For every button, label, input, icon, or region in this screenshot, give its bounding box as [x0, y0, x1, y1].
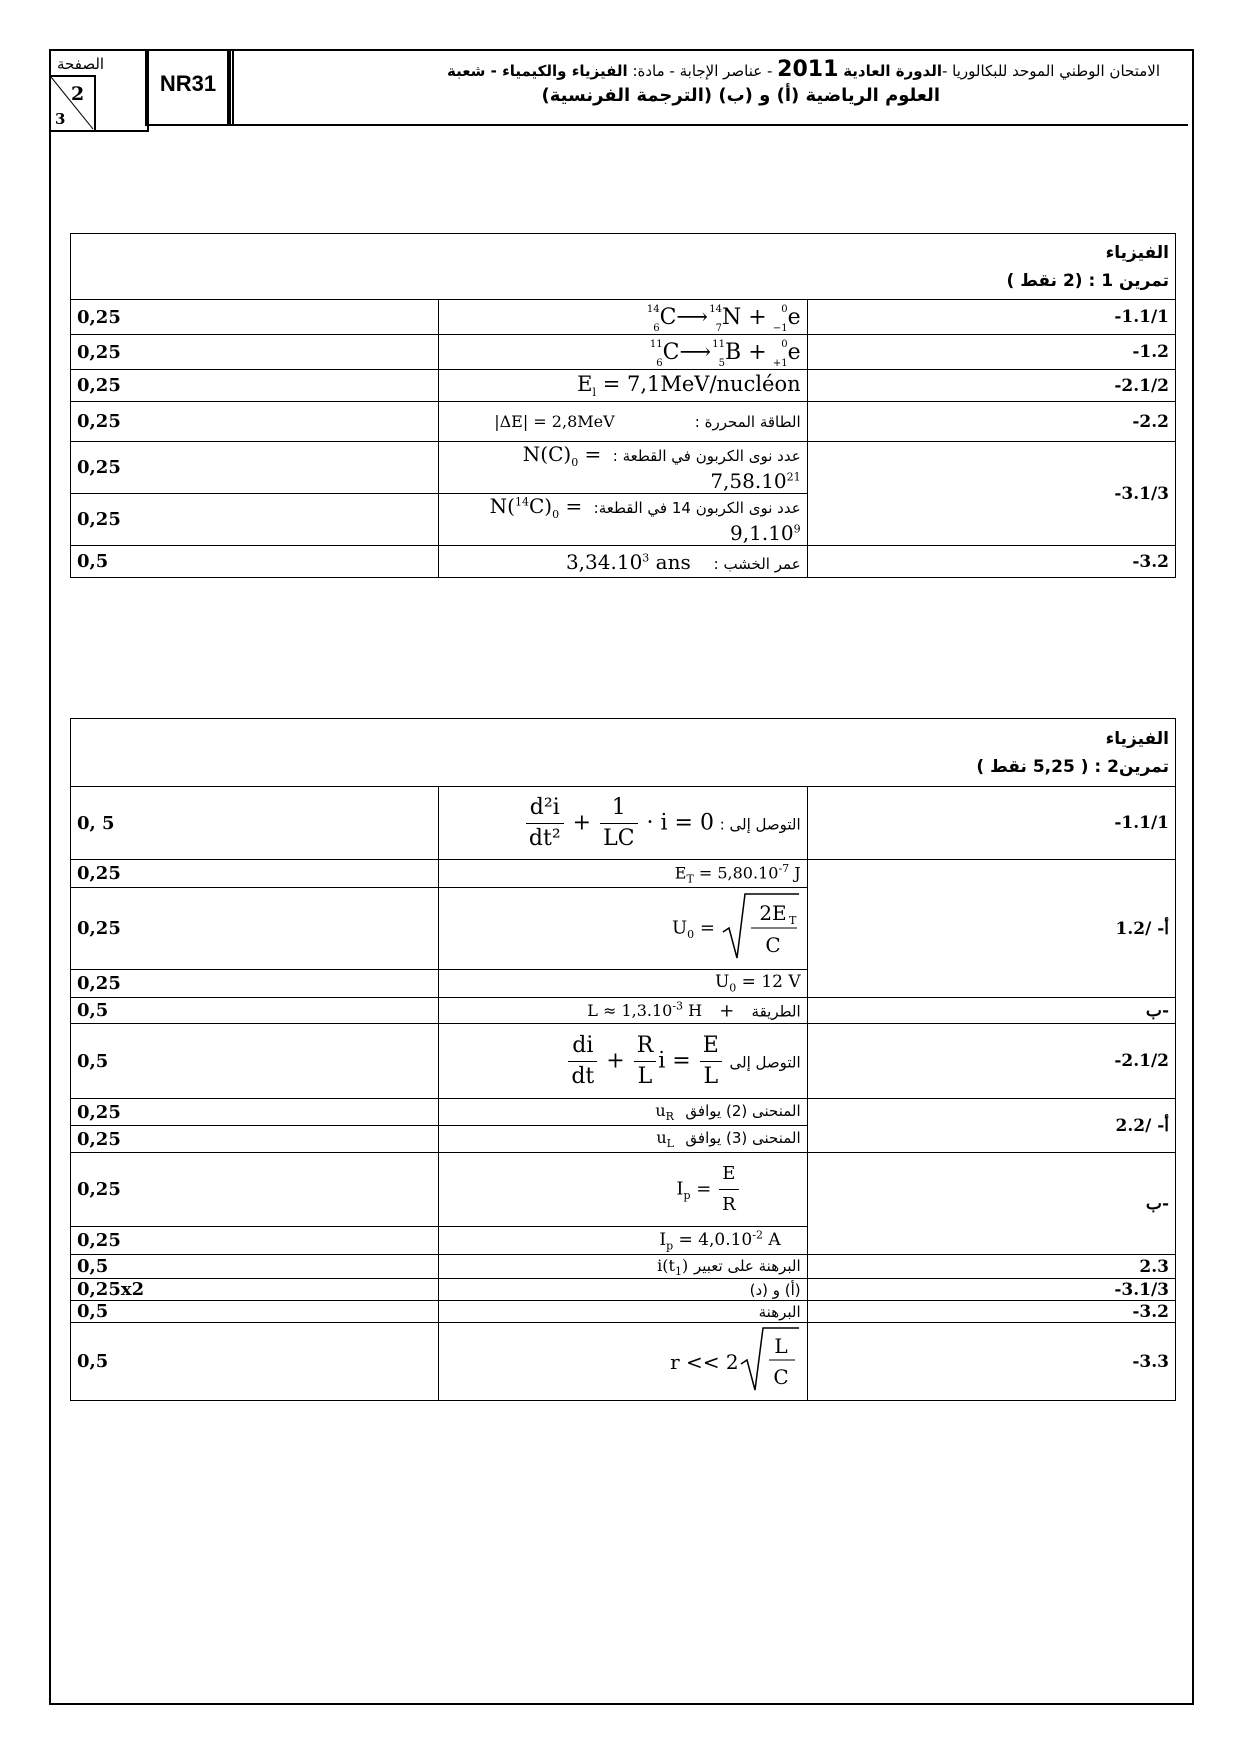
- svg-text:L: L: [774, 1334, 788, 1359]
- equation-c11-decay: 11 6 C⟶ 11 5 B + 0 +1 e: [439, 335, 807, 370]
- table-row: 0,25 المنحنى (2) يوافق $u_R$ أ- /2.2: [71, 1099, 1176, 1126]
- table-row: 0,25 $I_p = 4,0.10^{-2}$ A: [71, 1227, 1176, 1255]
- page-label: الصفحة: [57, 55, 105, 73]
- exercise-2-table: [70, 718, 1176, 1401]
- table-row: 0,25 11 6 C⟶ 11 5 B + 0 +1 e -1.2: [71, 335, 1176, 370]
- svg-text:C: C: [765, 933, 781, 957]
- svg-text:2E: 2E: [758, 901, 787, 925]
- table-row: 0,25 عدد نوى الكربون في القطعة : $N(C)_0 = 7,58.10^{21}$ -3.1/3: [71, 442, 1176, 494]
- exam-title-line2: العلوم الرياضية (أ) و (ب) (الترجمة الفرنسية): [541, 85, 940, 106]
- rl-differential-equation: $\frac{di}{dt}$ + $\frac{R}{L}$ i = $\frac{E}{L}$: [566, 1031, 723, 1092]
- binding-energy-per-nucleon: $E_l$ = 7,1MeV/nucléon: [439, 370, 807, 402]
- lc-differential-equation: $\frac{\text{d²i}}{\text{dt²}}$ + $\frac{1}{LC}$ · i = 0: [524, 793, 714, 854]
- svg-text:T: T: [788, 914, 796, 927]
- table-row: 0,25 14 6 C⟶ 14 7 N + 0 −1 e -1.1/1: [71, 300, 1176, 335]
- table-row: 0,25 $E_T = 5,80.10^{-7}$ J أ- /1.2: [71, 860, 1176, 888]
- table-row: 0,25 الطاقة المحررة : |ΔE| = 2,8MeV -2.2: [71, 402, 1176, 442]
- table-row: 0,5 البرهنة -3.2: [71, 1301, 1176, 1323]
- table-row: 0,25 عدد نوى الكربون 14 في القطعة: $N(^{14}C)_0 = 9,1.10^9$: [71, 494, 1176, 546]
- exam-code: NR31: [159, 71, 217, 96]
- exercise-2-heading: الفيزياء تمرين2 : ( 5,25 نقط ): [71, 719, 1176, 787]
- table-row: 0,5 الطريقة + $L \approx 1,3.10^{-3}$ H ب-: [71, 998, 1176, 1024]
- exam-title-line1: الامتحان الوطني الموحد للبكالوريا -الدورة العادية 2011 - عناصر الإجابة - مادة: الفيزياء والكيمياء - شعبة: [446, 57, 1160, 82]
- ip-formula: $I_p$ = $\frac{E}{R}$: [439, 1153, 807, 1227]
- exam-title-box: [227, 49, 1188, 126]
- table-row: 0,25x2 (أ) و (د) -3.1/3: [71, 1279, 1176, 1301]
- damping-condition: r << 2 L C: [439, 1323, 807, 1401]
- page-number-box: [49, 49, 149, 132]
- equation-c14-decay: 14 6 C⟶ 14 7 N + 0 −1 e: [439, 300, 807, 335]
- table-row: 0,5 عمر الخشب : 3,34.10$^3$ ans -3.2: [71, 546, 1176, 578]
- table-row: 0, 5 التوصل إلى : $\frac{\text{d²i}}{\text{dt²}}$ + $\frac{1}{LC}$ · i = 0 -1.1/1: [71, 787, 1176, 860]
- exam-code-box: [145, 49, 231, 126]
- exercise-1-table: [70, 233, 1176, 578]
- table-row: 0,5 r << 2 L C -3.3: [71, 1323, 1176, 1401]
- table-row: 0,25 $I_p$ = $\frac{E}{R}$ ب-: [71, 1153, 1176, 1227]
- table-row: 0,25 $U_0$ = 2E T C: [71, 888, 1176, 970]
- exam-header: [49, 49, 1190, 160]
- table-row: 0,5 التوصل إلى $\frac{di}{dt}$ + $\frac{R}{L}$ i = $\frac{E}{L}$ -2.1/2: [71, 1024, 1176, 1099]
- table-row: 0,5 البرهنة على تعبير $i(t_1)$ 2.3: [71, 1255, 1176, 1279]
- table-row: 0,25 $U_0 = 12$ V: [71, 970, 1176, 998]
- exercise-1-heading: الفيزياء تمرين 1 : (2 نقط ): [71, 234, 1176, 300]
- svg-text:C: C: [773, 1365, 789, 1390]
- page-total: 3: [55, 110, 66, 128]
- table-row: 0,25 المنحنى (3) يوافق $u_L$: [71, 1126, 1176, 1153]
- page-current: 2: [71, 83, 85, 105]
- table-row: 0,25 $E_l$ = 7,1MeV/nucléon -2.1/2: [71, 370, 1176, 402]
- u0-formula: $U_0$ = 2E T C: [439, 888, 807, 970]
